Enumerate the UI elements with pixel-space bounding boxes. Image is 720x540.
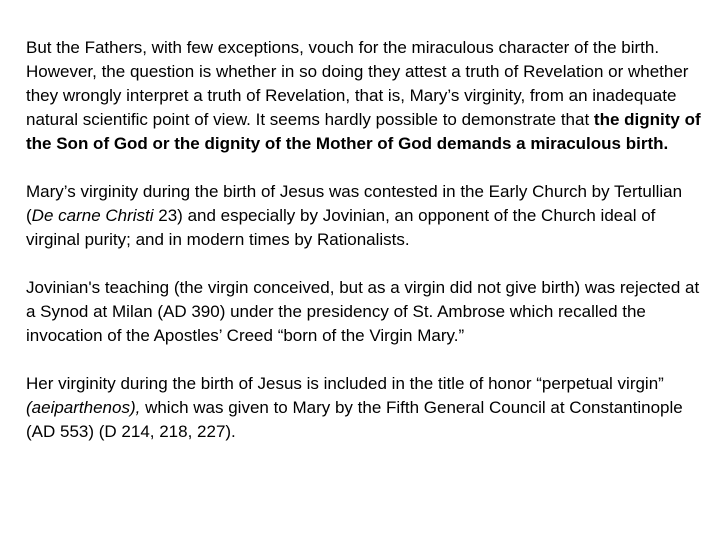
paragraph-2-text-b: 23) and especially by Jovinian, an opponent of the Church ideal of virginal purity; and in modern times by Rationalists. [26,206,656,249]
paragraph-fathers-miraculous-birth [26,36,712,156]
paragraph-jovinian-teaching [26,276,712,348]
paragraph-4-italic-term: (aeiparthenos), [26,398,141,417]
paragraph-4-text-a: Her virginity during the birth of Jesus is included in the title of honor “perpetual virgin” [26,374,664,393]
paragraph-perpetual-virgin [26,372,712,444]
paragraph-2-text-a: Mary’s virginity during the birth of Jesus was contested in the Early Church by Tertullian ( [26,182,683,225]
slide-body [26,36,712,468]
paragraph-1-text: But the Fathers, with few exceptions, vouch for the miraculous character of the birth. However, the question is whether in so doing they attest a truth of Revelation or whether they wrongly interpret a truth of Revelation, that is, Mary’s virginity, from an inadequate natural scientific point of view. It seems hardly possible to demonstrate that [26,38,689,129]
paragraph-1-bold-text: the dignity of the Son of God or the dignity of the Mother of God demands a miraculous birth. [26,110,701,153]
paragraph-virginity-contested [26,180,712,252]
paragraph-2-italic-title: De carne Christi [31,206,154,225]
paragraph-3-text: Jovinian's teaching (the virgin conceived, but as a virgin did not give birth) was rejected at a Synod at Milan (AD 390) under the presidency of St. Ambrose which recalled the invocation of the Apostles’ Creed “born of the Virgin Mary.” [26,278,700,345]
paragraph-4-text-b: which was given to Mary by the Fifth General Council at Constantinople (AD 553) (D 214, 218, 227). [26,398,683,441]
